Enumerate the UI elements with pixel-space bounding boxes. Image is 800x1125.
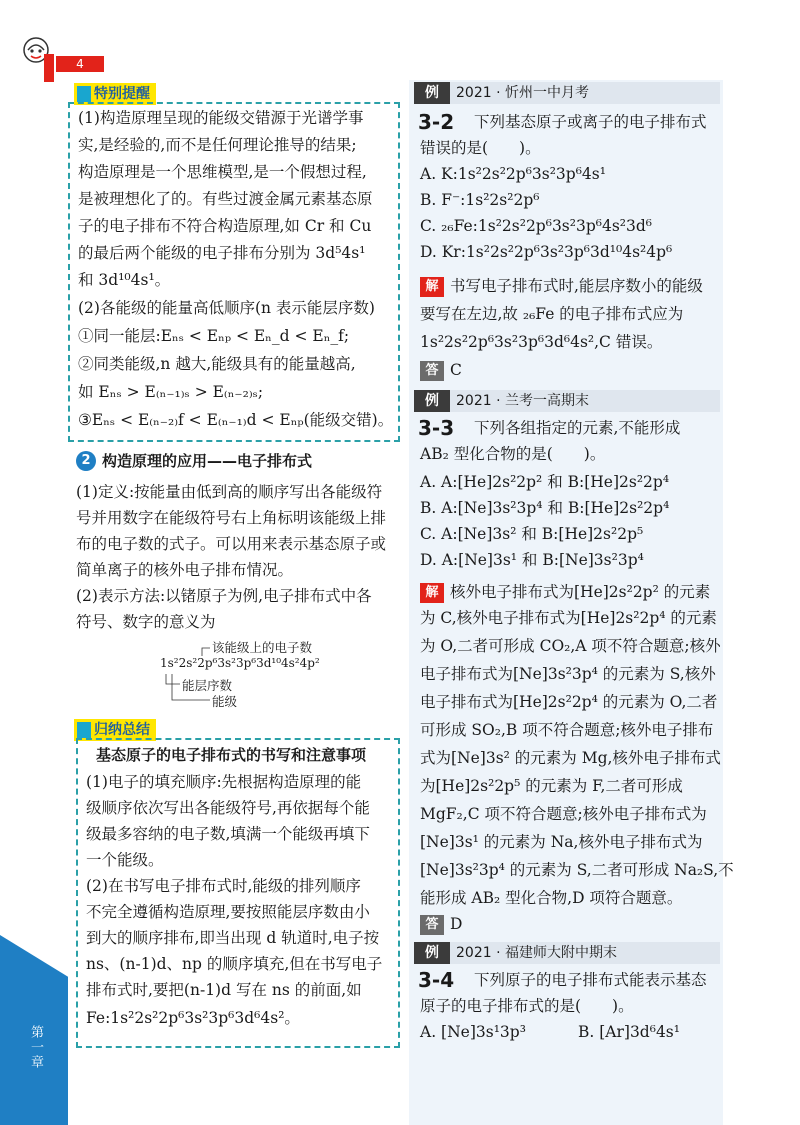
summary-line: ns、(n-1)d、np 的顺序填充,但在书写电子 <box>86 955 383 973</box>
example-tag: 例 <box>414 390 450 412</box>
option: D. A:[Ne]3s¹ 和 B:[Ne]3s²3p⁴ <box>420 551 644 569</box>
answer-line <box>420 358 462 382</box>
config-diagram <box>160 636 340 712</box>
solution-line: 要写在左边,故 ₂₆Fe 的电子排布式应为 <box>420 305 684 323</box>
note-tag-icon <box>77 722 91 738</box>
note-line: 和 3d¹⁰4s¹。 <box>78 271 171 289</box>
section-title: 构造原理的应用——电子排布式 <box>102 452 313 470</box>
solution-text: 核外电子排布式为[He]2s²2p² 的元素 <box>450 583 711 601</box>
note-line: 如 Eₙₛ > E₍ₙ₋₁₎ₛ > E₍ₙ₋₂₎ₛ; <box>78 383 264 401</box>
solution-label: 解 <box>420 277 444 297</box>
note-line: 子的电子排布不符合构造原理,如 Cr 和 Cu <box>78 217 372 235</box>
option: A. [Ne]3s¹3p³ <box>420 1023 526 1041</box>
option: A. K:1s²2s²2p⁶3s²3p⁶4s¹ <box>420 165 606 183</box>
note-tag-icon <box>77 86 91 102</box>
solution-line: 1s²2s²2p⁶3s²3p⁶3d⁶4s²,C 错误。 <box>420 333 663 351</box>
summary-line: (2)在书写电子排布式时,能级的排列顺序 <box>86 877 361 895</box>
solution-label: 解 <box>420 583 444 603</box>
note-line: 是被理想化了的。有些过渡金属元素基态原 <box>78 190 373 208</box>
question-text: 下列各组指定的元素,不能形成 <box>474 419 681 437</box>
summary-line: 到大的顺序排布,即当出现 d 轨道时,电子按 <box>86 929 380 947</box>
section-line: (1)定义:按能量由低到高的顺序写出各能级符 <box>76 483 383 501</box>
section-line: 简单离子的核外电子排布情况。 <box>76 561 294 579</box>
solution-line: 能形成 AB₂ 型化合物,D 项符合题意。 <box>420 889 683 907</box>
note-line: (2)各能级的能量高低顺序(n 表示能层序数) <box>78 299 375 317</box>
answer-line <box>420 912 462 936</box>
solution-line: [Ne]3s¹ 的元素为 Na,核外电子排布式为 <box>420 833 703 851</box>
summary-tag-label: 归纳总结 <box>94 722 150 738</box>
section-line: 布的电子数的式子。可以用来表示基态原子或 <box>76 535 387 553</box>
question-number: 3-2 <box>418 110 455 134</box>
summary-line: 排布式时,要把(n-1)d 写在 ns 的前面,如 <box>86 981 362 999</box>
note-line: ②同类能级,n 越大,能级具有的能量越高, <box>78 355 356 373</box>
example-source: 2021 · 忻州一中月考 <box>456 85 589 101</box>
option: B. F⁻:1s²2s²2p⁶ <box>420 191 540 209</box>
question-text: AB₂ 型化合物的是( )。 <box>420 445 606 463</box>
option: B. A:[Ne]3s²3p⁴ 和 B:[He]2s²2p⁴ <box>420 499 670 517</box>
note-line: (1)构造原理呈现的能级交错源于光谱学事 <box>78 109 364 127</box>
example-header <box>414 390 720 412</box>
option: C. ₂₆Fe:1s²2s²2p⁶3s²3p⁶4s²3d⁶ <box>420 217 653 235</box>
diagram-formula: 1s²2s²2p⁶3s²3p⁶3d¹⁰4s²4p² <box>160 656 320 670</box>
option: D. Kr:1s²2s²2p⁶3s²3p⁶3d¹⁰4s²4p⁶ <box>420 243 673 261</box>
chapter-label: 第一章 <box>28 1025 43 1070</box>
diagram-label-shell: 能层序数 <box>182 678 233 693</box>
question-text: 下列基态原子或离子的电子排布式 <box>474 113 707 131</box>
question-text: 原子的电子排布式的是( )。 <box>420 997 634 1015</box>
solution-line: [Ne]3s²3p⁴ 的元素为 S,二者可形成 Na₂S,不 <box>420 861 734 879</box>
summary-line: 级顺序依次写出各能级符号,再依据每个能 <box>86 799 370 817</box>
example-source: 2021 · 兰考一高期末 <box>456 393 589 409</box>
diagram-label-sublevel: 能级 <box>212 694 238 709</box>
diagram-label-electrons: 该能级上的电子数 <box>212 640 313 655</box>
note-line: 构造原理是一个思维模型,是一个假想过程, <box>78 163 367 181</box>
note-line: 的最后两个能级的电子排布分别为 3d⁵4s¹ <box>78 244 366 262</box>
option: C. A:[Ne]3s² 和 B:[He]2s²2p⁵ <box>420 525 644 543</box>
summary-heading: 基态原子的电子排布式的书写和注意事项 <box>96 746 367 764</box>
example-tag: 例 <box>414 82 450 104</box>
answer-label: 答 <box>420 361 444 381</box>
option: A. A:[He]2s²2p² 和 B:[He]2s²2p⁴ <box>420 473 670 491</box>
solution-line: 可形成 SO₂,B 项不符合题意;核外电子排布 <box>420 721 714 739</box>
page-number-marker <box>44 54 54 82</box>
solution-line: 为 O,二者可形成 CO₂,A 项不符合题意;核外 <box>420 637 721 655</box>
summary-line: 级最多容纳的电子数,填满一个能级再填下 <box>86 825 370 843</box>
question-text: 下列原子的电子排布式能表示基态 <box>474 971 707 989</box>
section-line: 号并用数字在能级符号右上角标明该能级上排 <box>76 509 387 527</box>
solution-line: 为[He]2s²2p⁵ 的元素为 F,二者可形成 <box>420 777 683 795</box>
section-line: 符号、数字的意义为 <box>76 613 216 631</box>
answer-text: C <box>450 361 462 379</box>
example-header <box>414 942 720 964</box>
solution-text: 书写电子排布式时,能层序数小的能级 <box>450 277 703 295</box>
solution-line: 电子排布式为[He]2s²2p⁴ 的元素为 O,二者 <box>420 693 718 711</box>
summary-line: 不完全遵循构造原理,要按照能层序数由小 <box>86 903 370 921</box>
section-line: (2)表示方法:以锗原子为例,电子排布式中各 <box>76 587 372 605</box>
note-line: 实,是经验的,而不是任何理论推导的结果; <box>78 136 357 154</box>
page-number: 4 <box>56 56 104 72</box>
answer-text: D <box>450 915 463 933</box>
solution-line: 式为[Ne]3s² 的元素为 Mg,核外电子排布式 <box>420 749 721 767</box>
question-text: 错误的是( )。 <box>420 139 541 157</box>
example-source: 2021 · 福建师大附中期末 <box>456 945 617 961</box>
solution-line: MgF₂,C 项不符合题意;核外电子排布式为 <box>420 805 707 823</box>
example-header <box>414 82 720 104</box>
note-line: ①同一能层:Eₙₛ < Eₙₚ < Eₙ_d < Eₙ_f; <box>78 327 350 345</box>
summary-line: (1)电子的填充顺序:先根据构造原理的能 <box>86 773 362 791</box>
question-number: 3-3 <box>418 416 455 440</box>
solution-line <box>420 580 710 604</box>
summary-line: Fe:1s²2s²2p⁶3s²3p⁶3d⁶4s²。 <box>86 1009 300 1027</box>
solution-line: 电子排布式为[Ne]3s²3p⁴ 的元素为 S,核外 <box>420 665 716 683</box>
example-tag: 例 <box>414 942 450 964</box>
summary-line: 一个能级。 <box>86 851 164 869</box>
solution-line <box>420 274 703 298</box>
note-line: ③Eₙₛ < E₍ₙ₋₂₎f < E₍ₙ₋₁₎d < Eₙₚ(能级交错)。 <box>78 411 394 429</box>
special-note-tag-label: 特别提醒 <box>94 86 150 102</box>
option: B. [Ar]3d⁶4s¹ <box>578 1023 680 1041</box>
answer-label: 答 <box>420 915 444 935</box>
solution-line: 为 C,核外电子排布式为[He]2s²2p⁴ 的元素 <box>420 609 717 627</box>
section-number: 2 <box>76 451 96 471</box>
question-number: 3-4 <box>418 968 455 992</box>
